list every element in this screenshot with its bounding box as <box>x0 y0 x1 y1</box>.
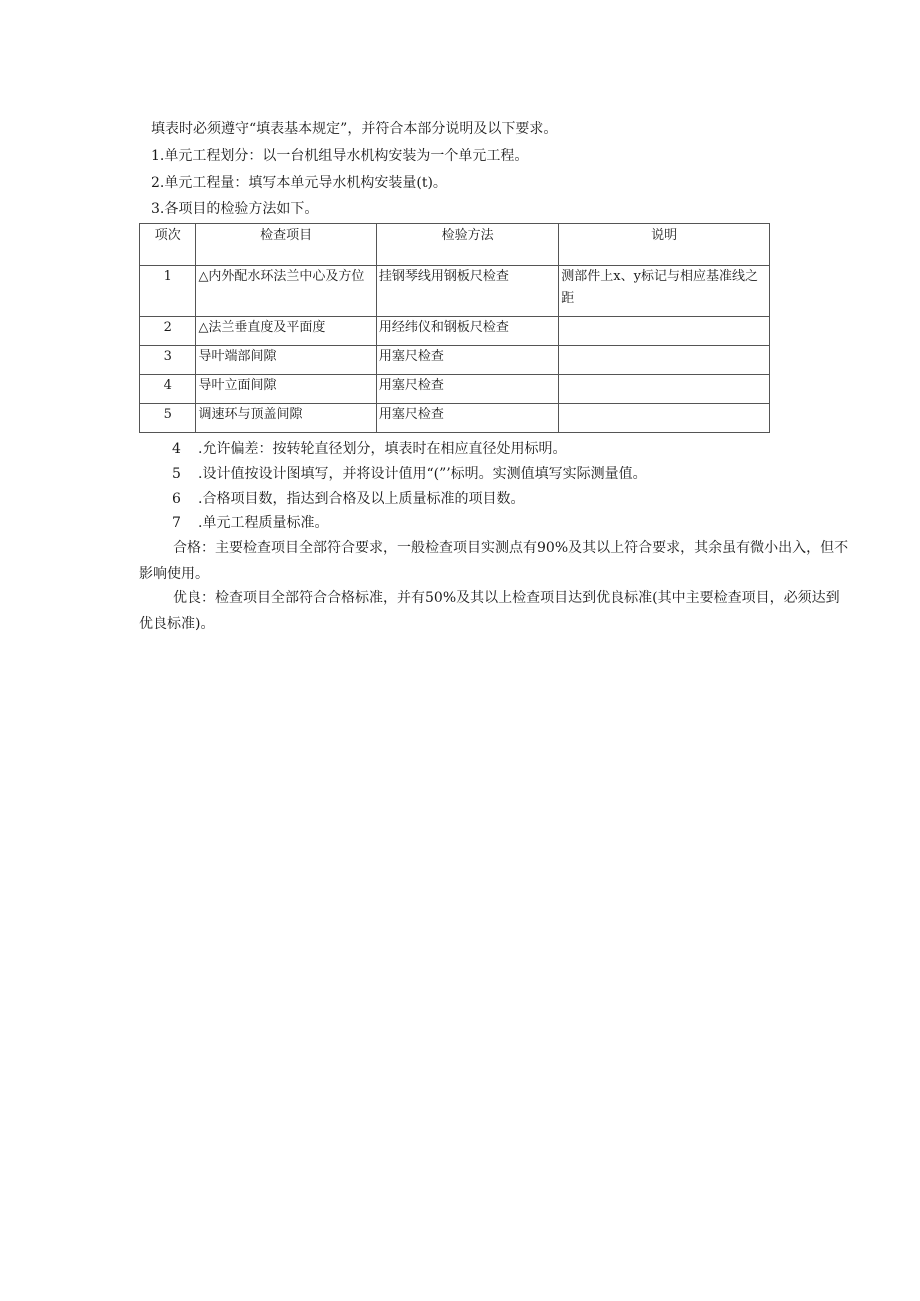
header-method: 检验方法 <box>376 224 558 266</box>
table-row <box>140 375 770 404</box>
row-no: 5 <box>140 404 196 433</box>
item-text: .合格项目数，指达到合格及以上质量标准的项目数。 <box>198 491 525 507</box>
row-item: 调速环与顶盖间隙 <box>196 404 376 433</box>
numbered-item-6 <box>172 489 524 509</box>
row-note <box>559 346 770 375</box>
item-number: 5 <box>172 466 181 482</box>
row-method: 用塞尺检查 <box>376 346 558 375</box>
header-note: 说明 <box>559 224 770 266</box>
numbered-item-7 <box>172 513 328 533</box>
row-method: 用经纬仪和钢板尺检查 <box>376 317 558 346</box>
item-2-text: 2.单元工程量：填写本单元导水机构安装量(t)。 <box>151 175 447 191</box>
inspection-table <box>139 223 770 433</box>
row-no: 2 <box>140 317 196 346</box>
row-item: 导叶立面间隙 <box>196 375 376 404</box>
row-item: 导叶端部间隙 <box>196 346 376 375</box>
row-item: △内外配水环法兰中心及方位 <box>196 266 376 317</box>
intro-text: 填表时必须遵守“填表基本规定”，并符合本部分说明及以下要求。 <box>151 121 558 137</box>
table-row <box>140 266 770 317</box>
table-row <box>140 317 770 346</box>
row-no: 1 <box>140 266 196 317</box>
table-header-row <box>140 224 770 266</box>
item-number: 4 <box>172 441 181 457</box>
item-3-text: 3.各项目的检验方法如下。 <box>151 201 319 217</box>
row-method: 用塞尺检查 <box>376 404 558 433</box>
row-no: 3 <box>140 346 196 375</box>
item-text: .单元工程质量标准。 <box>198 515 329 531</box>
row-no: 4 <box>140 375 196 404</box>
pass-standard-paragraph: 合格：主要检查项目全部符合要求，一般检查项目实测点有90%及其以上符合要求，其余虽有微小出入，但不影响使用。 <box>139 540 849 582</box>
numbered-item-4 <box>172 439 566 459</box>
item-number: 6 <box>172 491 181 507</box>
item-1-text: 1.单元工程划分：以一台机组导水机构安装为一个单元工程。 <box>151 148 529 164</box>
row-item: △法兰垂直度及平面度 <box>196 317 376 346</box>
header-no: 项次 <box>140 224 196 266</box>
header-item: 检查项目 <box>196 224 376 266</box>
row-note <box>559 404 770 433</box>
row-method: 用塞尺检查 <box>376 375 558 404</box>
row-note <box>559 317 770 346</box>
numbered-item-5 <box>172 464 647 484</box>
item-text: .设计值按设计图填写，并将设计值用“(”’标明。实测值填写实际测量值。 <box>198 466 647 482</box>
table-row <box>140 346 770 375</box>
row-note <box>559 375 770 404</box>
row-method: 挂钢琴线用钢板尺检查 <box>376 266 558 317</box>
row-note: 测部件上x、y标记与相应基准线之距 <box>559 266 770 317</box>
excellent-standard-paragraph: 优良：检查项目全部符合合格标准，并有50%及其以上检查项目达到优良标准(其中主要检查项目，必须达到优良标准)。 <box>139 590 840 632</box>
item-text: .允许偏差：按转轮直径划分，填表时在相应直径处用标明。 <box>198 441 567 457</box>
table-row <box>140 404 770 433</box>
item-number: 7 <box>172 515 181 531</box>
